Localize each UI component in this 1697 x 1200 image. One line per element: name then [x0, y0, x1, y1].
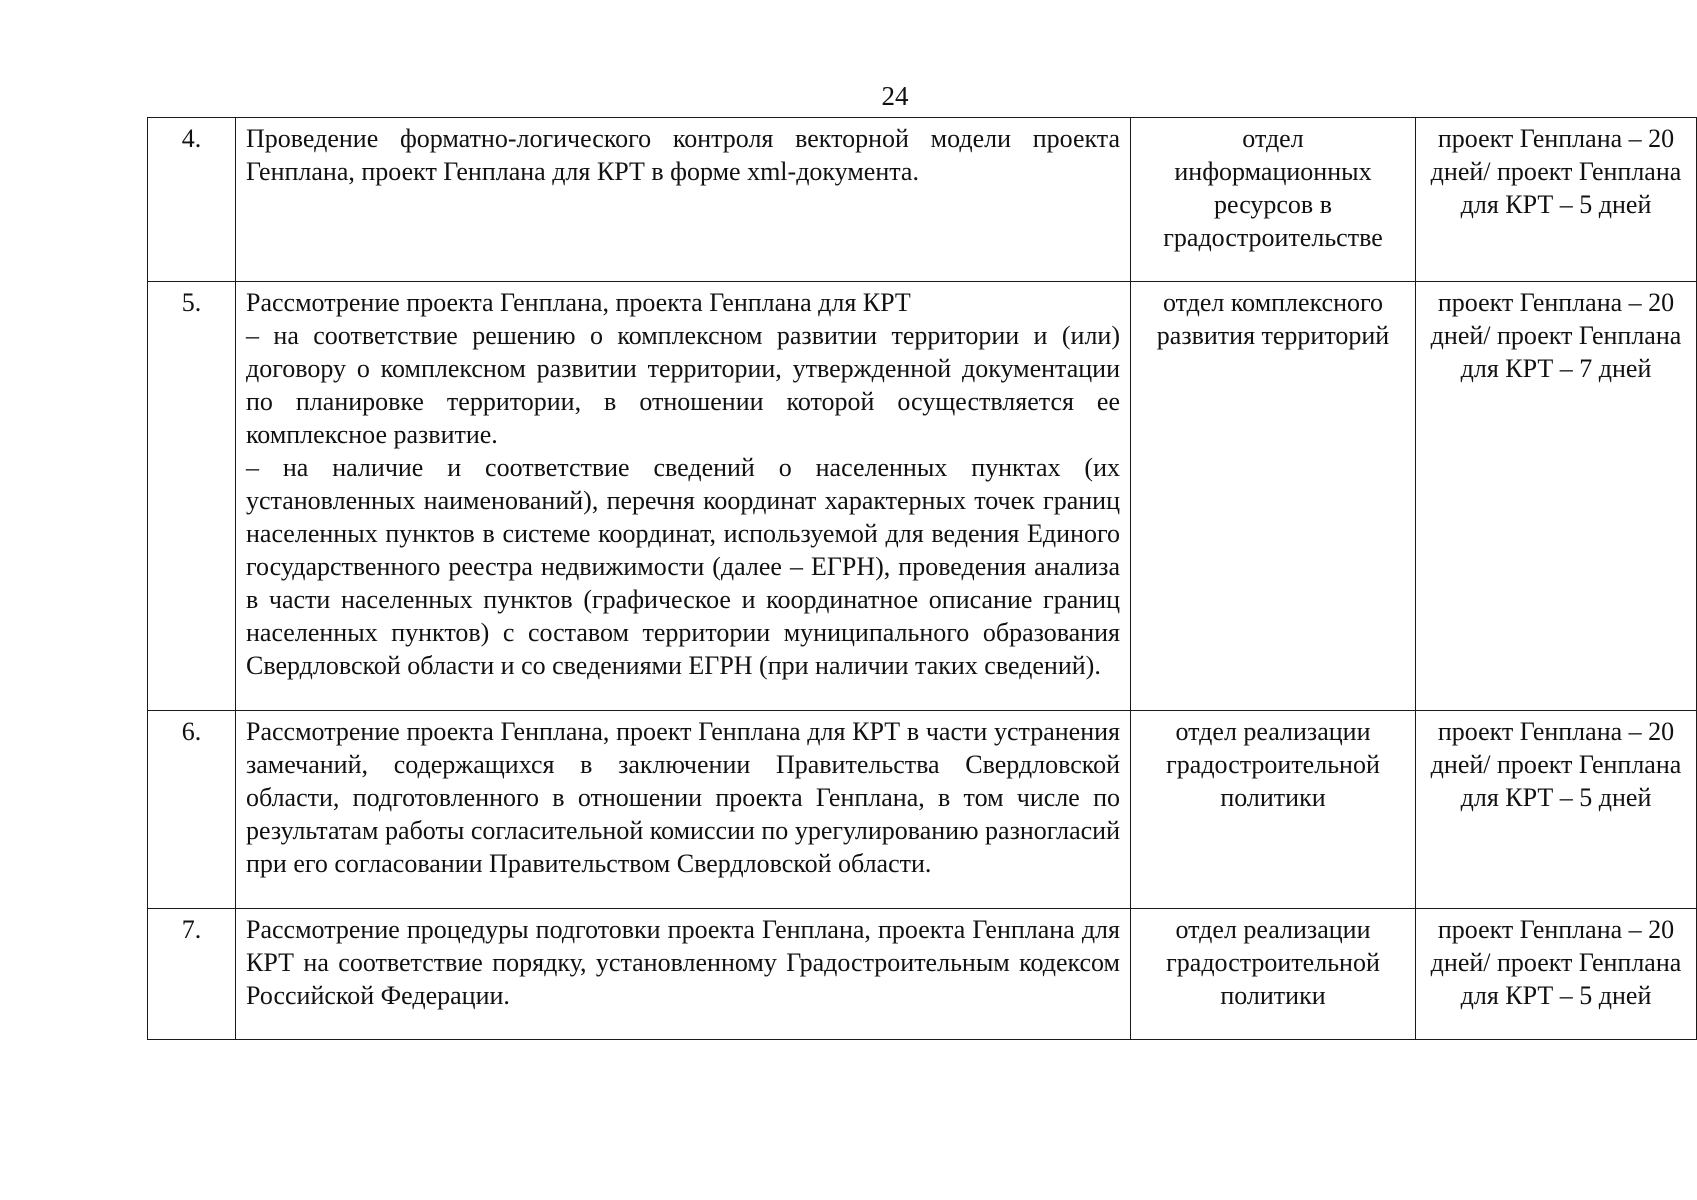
description-paragraph: – на соответствие решению о комплексном развитии территории и (или) договору о комплексном развитии территории, утвержденной документации по планировке территории, в отношении которой осуществляется ее комплексное развитие. [246, 321, 1120, 449]
procedure-table [147, 117, 1697, 1040]
row-number: 6. [148, 711, 236, 909]
row-number: 7. [148, 909, 236, 1040]
row-number: 5. [148, 282, 236, 711]
row-department: отдел реализации градостроительной политики [1131, 909, 1416, 1040]
description-paragraph: Рассмотрение процедуры подготовки проекта Генплана, проекта Генплана для КРТ на соответствие порядку, установленному Градостроительным кодексом Российской Федерации. [246, 915, 1120, 1010]
row-term: проект Генплана – 20 дней/ проект Генплана для КРТ – 5 дней [1416, 711, 1697, 909]
row-department: отдел информационных ресурсов в градостроительстве [1131, 118, 1416, 282]
table-row [148, 282, 1697, 711]
row-term: проект Генплана – 20 дней/ проект Генплана для КРТ – 7 дней [1416, 282, 1697, 711]
row-term: проект Генплана – 20 дней/ проект Генплана для КРТ – 5 дней [1416, 909, 1697, 1040]
row-term: проект Генплана – 20 дней/ проект Генплана для КРТ – 5 дней [1416, 118, 1697, 282]
row-number: 4. [148, 118, 236, 282]
row-department: отдел комплексного развития территорий [1131, 282, 1416, 711]
row-description [236, 711, 1131, 909]
description-paragraph: Рассмотрение проекта Генплана, проект Генплана для КРТ в части устранения замечаний, содержащихся в заключении Правительства Свердловской области, подготовленного в отношении проекта Генплана, в том числе по результатам работы согласительной комиссии по урегулированию разногласий при его согласовании Правительством Свердловской области. [246, 717, 1120, 878]
page-number: 24 [881, 81, 909, 111]
table-row [148, 118, 1697, 282]
description-paragraph: Рассмотрение проекта Генплана, проекта Генплана для КРТ [246, 288, 911, 317]
row-description [236, 118, 1131, 282]
row-department: отдел реализации градостроительной политики [1131, 711, 1416, 909]
table-row [148, 909, 1697, 1040]
table-row [148, 711, 1697, 909]
row-description [236, 909, 1131, 1040]
row-description [236, 282, 1131, 711]
description-paragraph: Проведение форматно-логического контроля векторной модели проекта Генплана, проект Генплана для КРТ в форме xml-документа. [246, 124, 1120, 186]
description-paragraph: – на наличие и соответствие сведений о населенных пунктах (их установленных наименований), перечня координат характерных точек границ населенных пунктов в системе координат, используемой для ведения Единого государственного реестра недвижимости (далее – ЕГРН), проведения анализа в части населенных пунктов (графическое и координатное описание границ населенных пунктов) с составом территории муниципального образования Свердловской области и со сведениями ЕГРН (при наличии таких сведений). [246, 453, 1120, 680]
